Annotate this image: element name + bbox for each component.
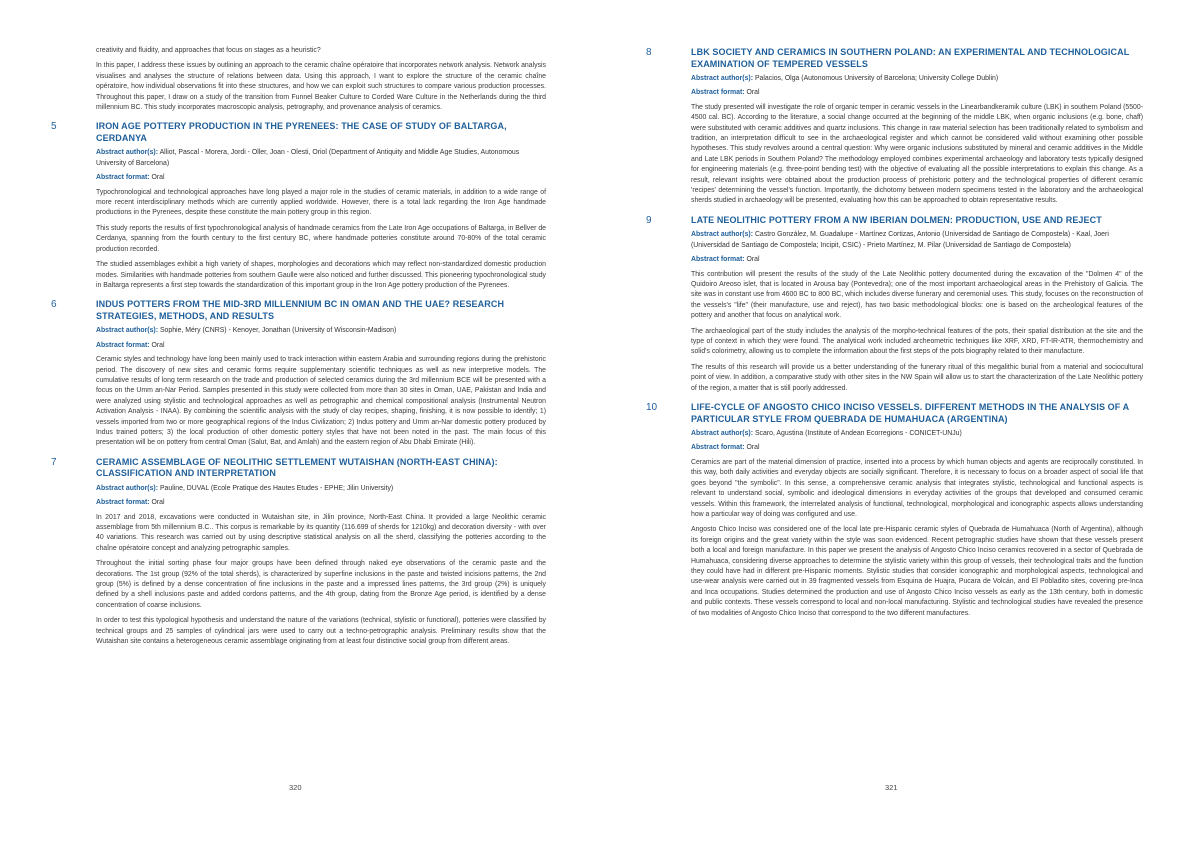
intro-paragraph: creativity and fluidity, and approaches that focus on stages as a heuristic? xyxy=(96,47,321,54)
intro-paragraph: In this paper, I address these issues by outlining an approach to the ceramic chaîne opératoire that incorporates network analysis. Network analysis visualises and analyses the structure of relations between data. Using this approach, I want to explore the structure of the ceramic chaîne opératoire, how individual observations fit into these structures, and how we can exploit such structures to compare various production processes. Throughout this paper, I draw on a study of the transition from Funnel Beaker Culture to Corded Ware Culture in the Netherlands during the third millennium BC. This study incorporates macroscopic analysis, petrography, and provenance analysis of ceramics. xyxy=(96,62,546,112)
abstract-7 xyxy=(51,456,546,648)
authors-label: Abstract author(s): xyxy=(96,327,159,335)
abstract-paragraph: The study presented will investigate the role of organic temper in ceramic vessels in the Linearbandkeramik culture (LBK) in southern Poland (5500-4500 cal. BC). According to the literature, a social change occurred at the beginning of the middle LBK, when organic inclusions (e.g. bone, chaff) were substituted with ceramic additives and quartz inclusions. This change in raw material selection has been traditionally related to symbolism and tradition, an interpretation difficult to see in the archaeological register and which cannot be considered valid without examining other possible hypotheses. This study revolves around a central question: Why were organic inclusions substituted by mineral and ceramic additives in the Middle and Late LBK periods in Southern Poland? The methodology employed combines experimental archaeology and laboratory tests typically designed for engineering materials (e.g. three-point bending test) with the objective of evaluating all the possible interpretations to explain this change. As a result, relevant insights were obtained about the production process of prehistoric pottery and the technological properties of different ceramic 'recipes' determining the vessel's function. Importantly, the dichotomy between modern specimens tested in the laboratory and the archaeological sherds studied in archaeology will be presented, evaluating how this can be approached to obtain representative results. xyxy=(691,103,1143,205)
format-value: Oral xyxy=(746,256,760,264)
authors-text: Alliot, Pascal - Morera, Jordi - Oller, Joan - Olesti, Oriol (Department of Antiquity and Middle Age Studies, Autonomous University of Barcelona) xyxy=(96,149,520,167)
authors-label: Abstract author(s): xyxy=(96,149,159,157)
abstract-6 xyxy=(51,299,546,448)
page-number: 321 xyxy=(885,783,898,792)
authors-text: Castro González, M. Guadalupe - Martínez Cortizas, Antonio (Universidad de Santiago de Compostela) - Kaal, Joeri (Universidad de Santiago de Compostela; Incipit, CSIC) - Prieto Martínez, M. Pilar (Universidad de Santiago de Compostela) xyxy=(691,231,1109,249)
authors-label: Abstract author(s): xyxy=(691,430,754,438)
abstract-authors xyxy=(96,484,546,494)
authors-text: Pauline, DUVAL (Ecole Pratique des Hautes Etudes - EPHE; Jilin University) xyxy=(159,484,394,492)
abstract-paragraph: In order to test this typological hypothesis and understand the nature of the variations (technical, stylistic or functional), potteries were classified by technical groups and 25 samples of cylindrical jars were used to carry out a techno-petrographic analysis. Preliminary results show that the Wutaishan site contains a heterogeneous ceramic assemblage originating from at least four distinctive social group from different areas. xyxy=(96,617,546,646)
abstract-title: IRON AGE POTTERY PRODUCTION IN THE PYRENEES: THE CASE OF STUDY OF BALTARGA, CERDANYA xyxy=(96,121,507,143)
abstract-title: CERAMIC ASSEMBLAGE OF NEOLITHIC SETTLEMENT WUTAISHAN (NORTH-EAST CHINA): CLASSIFICATION AND INTERPRETATION xyxy=(96,456,498,479)
format-label: Abstract format: xyxy=(691,256,745,264)
abstract-title: LATE NEOLITHIC POTTERY FROM A NW IBERIAN DOLMEN: PRODUCTION, USE AND REJECT xyxy=(691,214,1102,225)
abstract-format xyxy=(96,341,546,351)
abstract-paragraph: In 2017 and 2018, excavations were conducted in Wutaishan site, in Jilin province, North-East China. It provided a large Neolithic ceramic assemblage from 5th millennium B.C.. This corpus is remarkable by its quantity (116.699 of sherds for 1210kg) and decoration diversity - with over 40 variations. This research was carried out by using descriptive statistical analysis on all the sherd, classifying the potteries according to the chaîne opératoire concept and analyzing petrographic samples. xyxy=(96,513,546,552)
abstract-paragraph: Throughout the initial sorting phase four major groups have been defined through naked eye observations of the ceramic paste and the decorations. The 1st group (92% of the total sherds), is characterized by superfine inclusions in the paste and twisted incisions patterns, the 2nd group (5%) is defined by a dense concentration of fine inclusions in the paste and a impressed lines patterns, the 3rd group (2%) is uniquely defined by a shell inclusions paste and added cordons patterns, and the 4th group, dating from the Bronze Age period, is identified by a dense concentration of coarse inclusions. xyxy=(96,560,546,609)
abstract-paragraph: The results of this research will provide us a better understanding of the funerary ritual of this megalithic burial from a material and sociocultural point of view. In addition, a comparative study with other sites in the NW Spain will allow us to start the characterization of the Late Neolithic pottery of the region, a matter that is still poorly addressed. xyxy=(691,363,1143,392)
format-label: Abstract format: xyxy=(96,341,150,349)
abstract-format xyxy=(96,498,546,508)
abstract-paragraph: The studied assemblages exhibit a high variety of shapes, morphologies and decorations which may reflect non-standardized domestic production modes. Similarities with handmade potteries from southern Gaulle were also noticed and further discussed. This pioneering typochronological study in Baltarga represents a first step towards the standardization of this important group in the Iron Age pottery production of the Pyrenees. xyxy=(96,261,546,289)
format-value: Oral xyxy=(151,341,165,349)
abstract-format xyxy=(691,443,1143,453)
abstract-paragraph: Ceramic styles and technology have long been mainly used to track interaction within eastern Arabia and surrounding regions during the prehistoric period. The discovery of new sites and ceramic forms require supplementary scientific techniques as well as new interpretive models. The cumulative results of long term research on the trade and production of selected ceramics during the 3rd millennium BCE will be presented with a focus on the Umm an-Nar Period. Samples presented in this study were collected from more than 30 sites in Oman, UAE, Pakistan and India and were analyzed using stylistic and technological approaches as well as petrographic and chemical compositional analysis (Instrumental Neutron Activation Analysis - INAA). By combining the scientific analysis with the study of clay recipes, shaping, finishing, it is now possible to identify; 1) vessels imported from two or more geographical regions of the Indus Civilization; 2) Indus pottery and Umm an-Nar domestic pottery produced by Indus trained potters; 3) the local production of other domestic pottery styles that have not been noted in the past. The main focus of this presentation will be on pottery from central Oman (Salut, Bat, and Amlah) and the eastern region of Abu Dhabi Emirate (Hili). xyxy=(96,356,546,447)
authors-label: Abstract author(s): xyxy=(691,75,754,82)
right-page-content xyxy=(646,47,1143,624)
abstract-paragraph: The archaeological part of the study includes the analysis of the morpho-technical features of the pots, their spatial distribution at the site and the type of context in which they were found. The analytical work included archeometric techniques like XRF, XRD, FT-IR-ATR, thermochemistry and solid's colorimetry, allowing us to complete the information about the first steps of the pots biography related to their manufacture. xyxy=(691,327,1143,356)
abstract-format xyxy=(96,173,546,183)
abstract-authors xyxy=(691,74,1143,84)
abstract-number: 10 xyxy=(646,402,658,414)
abstract-paragraph: Typochronological and technological approaches have long played a major role in the studies of ceramic materials, in addition to a wide range of more recent interdisciplinary methods which are currently applied worldwide. However, there is a total lack regarding the Iron Age handmade productions in the Pyrenees, despite these constitute the main pottery group in this region. xyxy=(96,188,546,217)
abstract-authors xyxy=(691,230,1143,251)
abstract-format xyxy=(691,255,1143,265)
abstract-paragraph: Ceramics are part of the material dimension of practice, inserted into a process by which human objects and agents are reciprocally constituted. In this way, both daily activities and everyday objects are socially significant. Therefore, it is necessary to focus on a broader aspect of social life that goes beyond "the symbolic". In this sense, a comprehensive ceramic analysis that integrates stylistic, technological and functional aspects is relevant to understand social, symbolic and ideological dimensions in everyday activities of the groups that developed and consumed ceramic vessels. Within this framework, the interrelated analysis of functional, technological, morphological and iconographic aspects allows understanding how a particular way of doing was configured and use. xyxy=(691,458,1143,518)
abstract-title: LBK SOCIETY AND CERAMICS IN SOUTHERN POLAND: AN EXPERIMENTAL AND TECHNOLOGICAL EXAMINATION OF TEMPERED VESSELS xyxy=(691,47,1130,69)
format-label: Abstract format: xyxy=(96,174,150,182)
abstract-title: LIFE-CYCLE OF ANGOSTO CHICO INCISO VESSELS. DIFFERENT METHODS IN THE ANALYSIS OF A PARTICULAR STYLE FROM QUEBRADA DE HUMAHUACA (ARGENTINA) xyxy=(691,402,1129,424)
authors-text: Scaro, Agustina (Institute of Andean Ecorregions - CONICET-UNJu) xyxy=(754,430,962,438)
abstract-number: 8 xyxy=(646,47,652,58)
left-page xyxy=(0,0,595,842)
format-value: Oral xyxy=(746,89,760,97)
format-label: Abstract format: xyxy=(691,444,745,452)
abstract-number: 5 xyxy=(51,121,57,133)
authors-label: Abstract author(s): xyxy=(691,231,754,239)
abstract-9 xyxy=(646,214,1143,394)
abstract-number: 7 xyxy=(51,456,57,468)
abstract-number: 9 xyxy=(646,214,652,226)
abstract-number: 6 xyxy=(51,299,57,311)
page-number: 320 xyxy=(289,783,302,792)
abstract-5 xyxy=(51,121,546,291)
abstract-title: INDUS POTTERS FROM THE MID-3RD MILLENNIUM BC IN OMAN AND THE UAE? RESEARCH STRATEGIES, METHODS, AND RESULTS xyxy=(96,299,505,321)
format-label: Abstract format: xyxy=(96,499,150,507)
authors-text: Palacios, Olga (Autonomous University of Barcelona; University College Dublin) xyxy=(754,75,999,82)
abstract-10 xyxy=(646,402,1143,619)
right-page xyxy=(596,0,1191,842)
abstract-paragraph: Angosto Chico Inciso was considered one of the local late pre-Hispanic ceramic styles of Quebrada de Humahuaca (North of Argentina), although its foreign origins and the great variety within the style was soon evidenced. Recent petrographic studies have shown that these vessels present both a local and foreign manufacture. In this paper we present the analysis of Angosto Chico Inciso ceramics recovered in a sector of Quebrada de Humahuaca, considering diverse approaches to determine the stylistic variety within this group of vessels, their technological traits and the function they could have had in different pre-Hispanic moments. Stylistic studies that consider iconographic and morphological aspects, technological and use-wear analysis were carried out in 39 fragmented vessels from Esquina de Huajra, Pucara de Volcán, and El Pobladito sites, covering pre-Inca and Inca occupations. Studies determined the production and use of Angosto Chico Inciso vessels as early as the 13th century, both in domestic and public contexts. These vessels correspond to local and non-local manufacturing. Stylistic and technological studies have revealed the presence of two modalities of Angosto Chico Inciso that correspond to the two different manufactures. xyxy=(691,526,1143,617)
abstract-authors xyxy=(96,148,546,169)
abstract-paragraph: This study reports the results of first typochronological analysis of handmade ceramics from the Late Iron Age occupations of Baltarga, in Bellver de Cerdanya, spanning from the fourth century to the first century BC, where handmade potteries constitute around 70-80% of the total ceramic production recorded. xyxy=(96,224,546,253)
format-label: Abstract format: xyxy=(691,89,745,97)
abstract-8 xyxy=(646,47,1143,207)
abstract-authors xyxy=(691,429,1143,439)
format-value: Oral xyxy=(746,444,760,452)
abstract-paragraph: This contribution will present the results of the study of the Late Neolithic pottery documented during the excavation of the "Dolmen 4" of the Quidoiro Areoso islet, that is located in Arousa bay (Pontevedra); one of the most important archaeological areas in the Prehistory of Galicia. The site was in constant use from 4600 BC to 800 BC, which includes diverse funerary and ceremonial uses. This study, focuses on the reconstruction of the vessels's "life" (their manufacture, use and reject), has two basic methodological blocks: one is based on the archeological features of the pottery and another that focus on analytical work. xyxy=(691,270,1143,320)
authors-label: Abstract author(s): xyxy=(96,484,159,492)
abstract-format xyxy=(691,88,1143,98)
format-value: Oral xyxy=(151,499,165,507)
format-value: Oral xyxy=(151,174,165,182)
abstract-authors xyxy=(96,326,546,336)
authors-text: Sophie, Méry (CNRS) - Kenoyer, Jonathan (University of Wisconsin-Madison) xyxy=(159,327,397,335)
left-page-content xyxy=(51,46,546,652)
